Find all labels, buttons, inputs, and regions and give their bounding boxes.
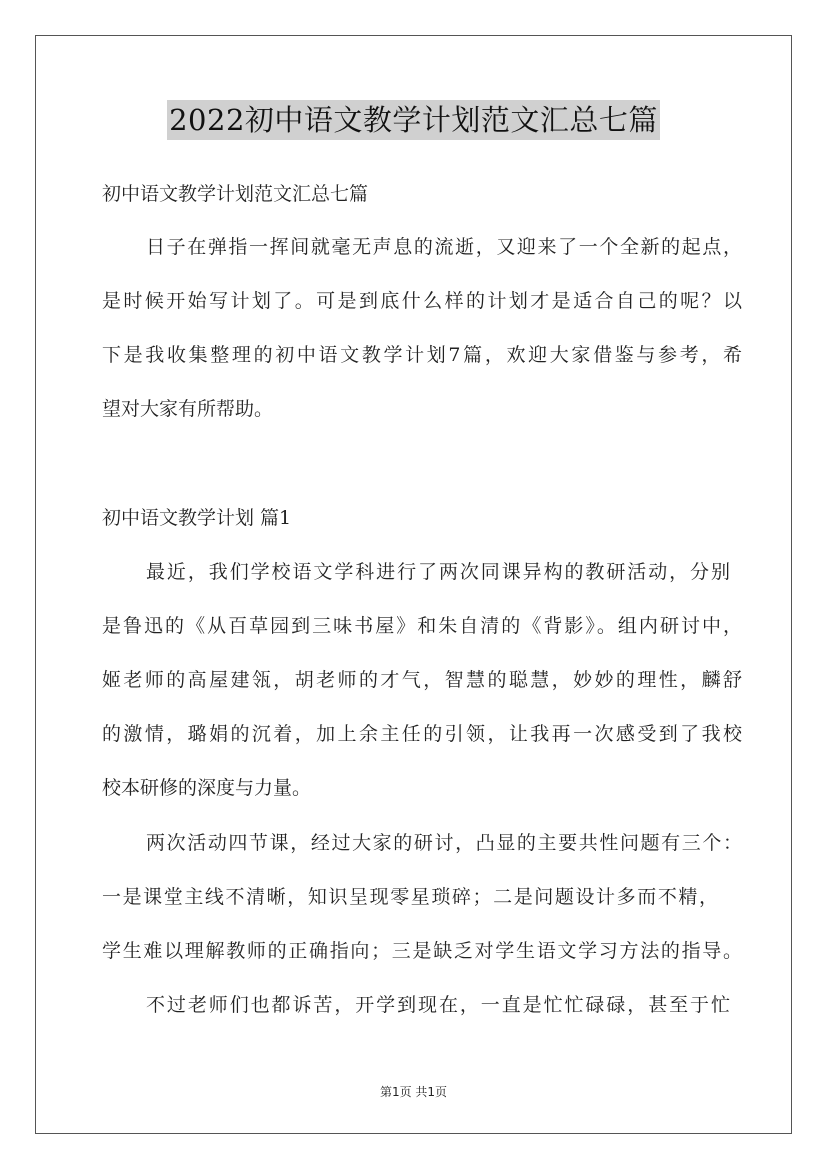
intro-paragraph-line: 日子在弹指一挥间就毫无声息的流逝，又迎来了一个全新的起点， — [146, 236, 742, 258]
page-footer — [0, 1083, 827, 1100]
section-paragraph-line: 不过老师们也都诉苦，开学到现在，一直是忙忙碌碌，甚至于忙 — [146, 994, 730, 1016]
intro-paragraph-line: 望对大家有所帮助。 — [102, 398, 274, 420]
section-paragraph-line: 校本研修的深度与力量。 — [102, 777, 312, 799]
section-paragraph-line: 姬老师的高屋建瓴，胡老师的才气，智慧的聪慧，妙妙的理性，麟舒 — [102, 669, 742, 691]
section-paragraph-line: 学生难以理解教师的正确指向；三是缺乏对学生语文学习方法的指导。 — [102, 940, 742, 962]
title-container — [0, 100, 827, 140]
section-paragraph-line: 一是课堂主线不清晰，知识呈现零星琐碎；二是问题设计多而不精， — [102, 886, 718, 908]
section-paragraph-line: 是鲁迅的《从百草园到三味书屋》和朱自清的《背影》。组内研讨中， — [102, 615, 742, 637]
document-title: 2022初中语文教学计划范文汇总七篇 — [167, 100, 660, 140]
section-heading: 初中语文教学计划 篇1 — [102, 507, 292, 529]
section-paragraph-line: 的激情，璐娟的沉着，加上余主任的引领，让我再一次感受到了我校 — [102, 723, 742, 745]
intro-paragraph-line: 下是我收集整理的初中语文教学计划7篇，欢迎大家借鉴与参考，希 — [102, 344, 742, 366]
section-paragraph-line: 最近，我们学校语文学科进行了两次同课异构的教研活动，分别 — [146, 561, 730, 583]
document-subtitle: 初中语文教学计划范文汇总七篇 — [102, 183, 369, 205]
section-paragraph-line: 两次活动四节课，经过大家的研讨，凸显的主要共性问题有三个： — [146, 832, 742, 854]
page-number: 第1页 共1页 — [379, 1085, 448, 1099]
intro-paragraph-line: 是时候开始写计划了。可是到底什么样的计划才是适合自己的呢？以 — [102, 290, 742, 312]
